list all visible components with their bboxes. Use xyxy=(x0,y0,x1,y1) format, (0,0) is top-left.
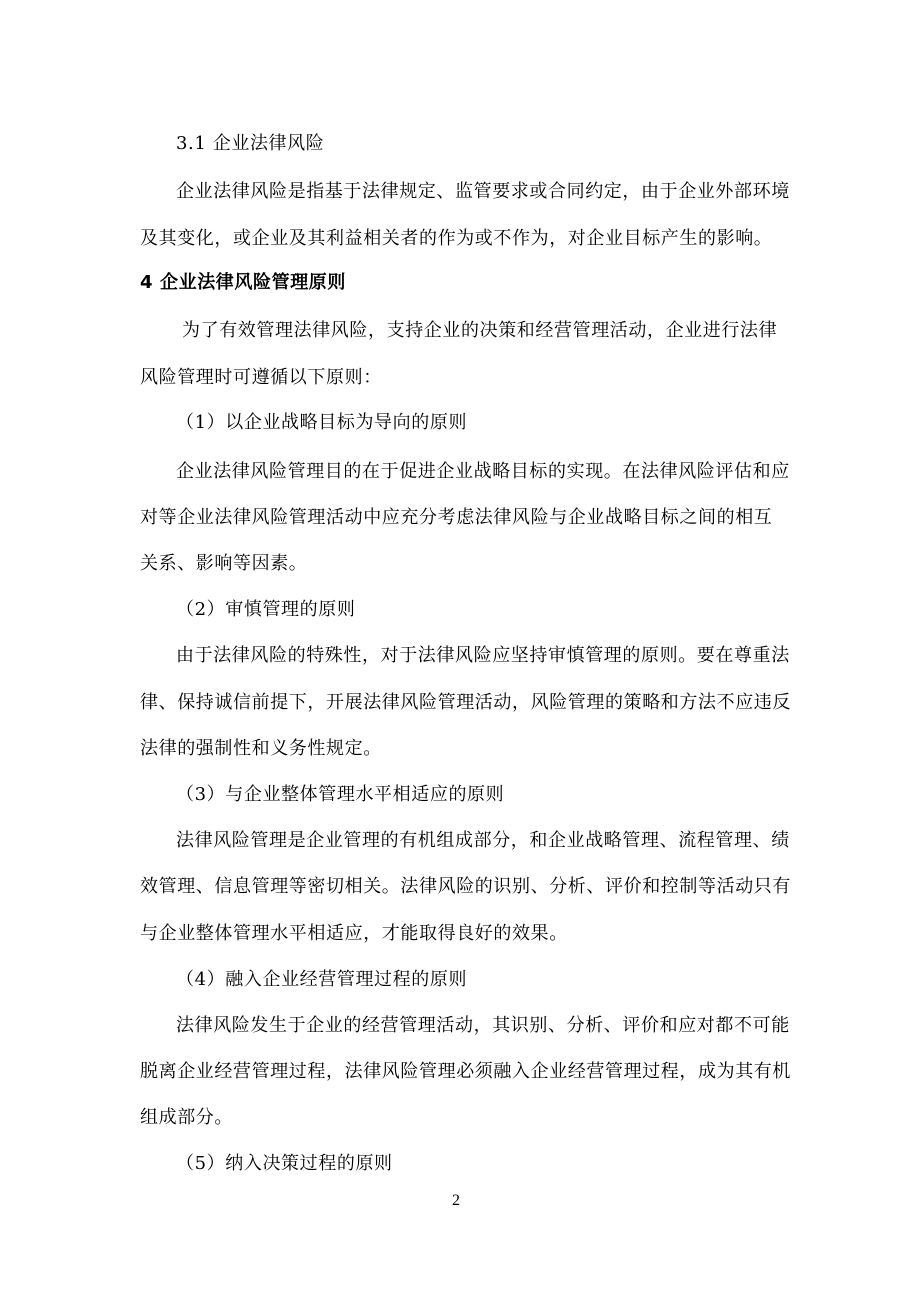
principle-4-title: （4）融入企业经营管理过程的原则 xyxy=(176,969,468,990)
principle-1-line-2: 对等企业法律风险管理活动中应充分考虑法律风险与企业战略目标之间的相互 xyxy=(140,507,773,528)
principle-2-line-1: 由于法律风险的特殊性，对于法律风险应坚持审慎管理的原则。要在尊重法 xyxy=(176,645,790,666)
section-3-1-title: 3.1 企业法律风险 xyxy=(176,133,325,154)
principle-3-line-1: 法律风险管理是企业管理的有机组成部分，和企业战略管理、流程管理、绩 xyxy=(176,830,790,851)
principle-3-title: （3）与企业整体管理水平相适应的原则 xyxy=(176,784,505,805)
principle-4-line-1: 法律风险发生于企业的经营管理活动，其识别、分析、评价和应对都不可能 xyxy=(176,1015,790,1036)
principle-1-title: （1）以企业战略目标为导向的原则 xyxy=(176,412,468,433)
principle-4-line-3: 组成部分。 xyxy=(140,1107,233,1128)
principle-2-line-2: 律、保持诚信前提下，开展法律风险管理活动，风险管理的策略和方法不应违反 xyxy=(140,692,791,713)
principle-4-line-2: 脱离企业经营管理过程，法律风险管理必须融入企业经营管理过程，成为其有机 xyxy=(140,1061,791,1082)
section-4-intro-line-1: 为了有效管理法律风险，支持企业的决策和经营管理活动，企业进行法律 xyxy=(182,320,778,341)
section-3-1-paragraph-line-2: 及其变化，或企业及其利益相关者的作为或不作为，对企业目标产生的影响。 xyxy=(140,228,773,249)
principle-2-line-3: 法律的强制性和义务性规定。 xyxy=(140,738,382,759)
section-4-intro-line-2: 风险管理时可遵循以下原则： xyxy=(140,367,382,388)
principle-3-line-3: 与企业整体管理水平相适应，才能取得良好的效果。 xyxy=(140,923,568,944)
principle-3-line-2: 效管理、信息管理等密切相关。法律风险的识别、分析、评价和控制等活动只有 xyxy=(140,876,791,897)
principle-1-line-1: 企业法律风险管理目的在于促进企业战略目标的实现。在法律风险评估和应 xyxy=(176,461,790,482)
page-number: 2 xyxy=(452,1192,460,1209)
principle-2-title: （2）审慎管理的原则 xyxy=(176,599,356,620)
principle-5-title: （5）纳入决策过程的原则 xyxy=(176,1153,393,1174)
principle-1-line-3: 关系、影响等因素。 xyxy=(140,553,308,574)
section-3-1-paragraph-line-1: 企业法律风险是指基于法律规定、监管要求或合同约定，由于企业外部环境 xyxy=(176,181,790,202)
section-4-title: 4 企业法律风险管理原则 xyxy=(140,272,346,293)
